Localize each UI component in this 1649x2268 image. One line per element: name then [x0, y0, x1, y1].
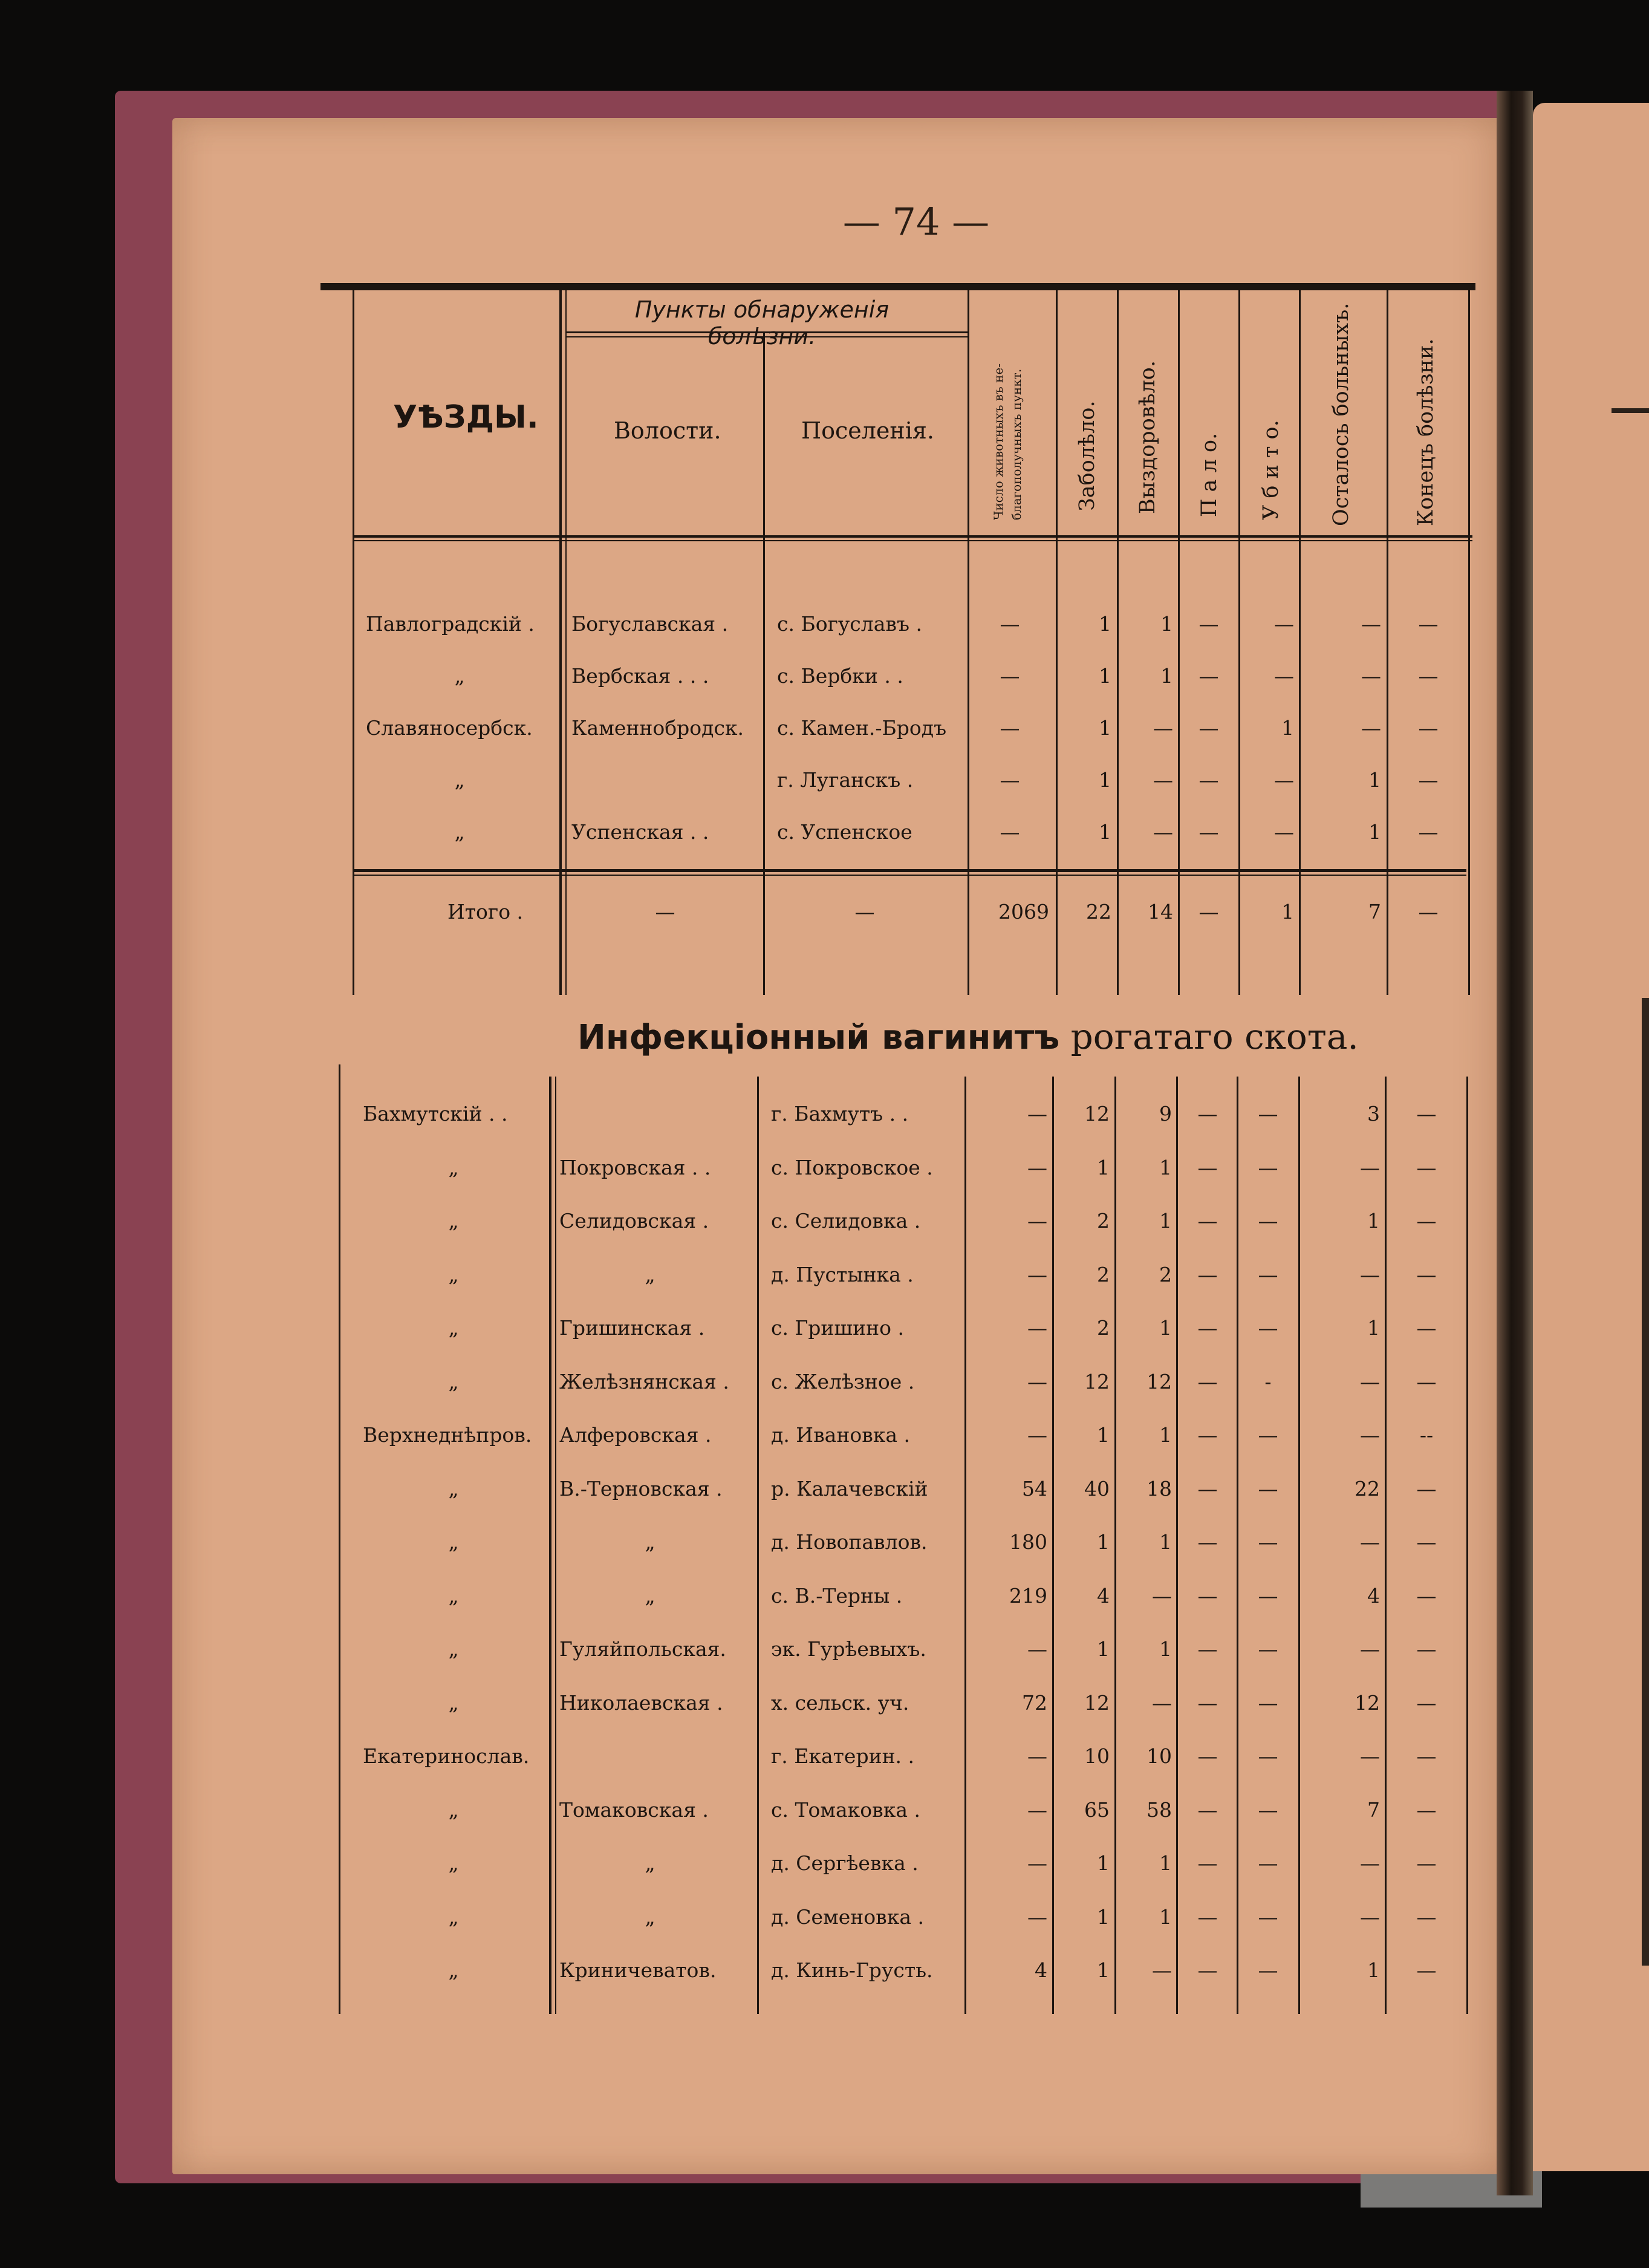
cell-konec: — — [1416, 1583, 1437, 1608]
cell-zab: 1 — [1097, 1637, 1110, 1661]
cell-ost: — — [1360, 1905, 1380, 1929]
cell-chislo: — — [1000, 820, 1020, 844]
cell-zab: 2 — [1097, 1262, 1110, 1286]
facing-page-line — [1642, 998, 1649, 1966]
col-line — [1466, 1077, 1468, 2014]
cell-uezd: Бахмутскій . . — [363, 1102, 508, 1126]
cell-vyz: — — [1153, 716, 1173, 740]
cell-volost: Гришинская . — [559, 1316, 705, 1340]
header-punkty: Пункты обнаруженія болѣзни. — [634, 296, 890, 350]
cell-ost: — — [1360, 1369, 1380, 1393]
cell-konec: — — [1418, 820, 1439, 844]
cell-chislo: — — [1000, 612, 1020, 636]
col-line — [549, 1077, 551, 2014]
cell-ubito: — — [1258, 1958, 1278, 1982]
cell-zab: 10 — [1084, 1744, 1110, 1768]
cell-volost: „ — [645, 1583, 655, 1608]
cell-poselenie: с. Томаковка . — [771, 1797, 921, 1822]
cell-palo: — — [1197, 1476, 1218, 1501]
cell-palo: — — [1197, 1958, 1218, 1982]
cell-chislo: 72 — [1022, 1690, 1047, 1715]
cell-zab: 1 — [1097, 1155, 1110, 1179]
cell-chislo: — — [1027, 1637, 1047, 1661]
cell-uezd: „ — [448, 1316, 459, 1340]
cell-poselenie: с. Гришино . — [771, 1316, 904, 1340]
cell-ubito: — — [1258, 1476, 1278, 1501]
cell-poselenie: г. Бахмутъ . . — [771, 1102, 909, 1126]
col-line — [353, 290, 354, 995]
cell-poselenie: д. Новопавлов. — [771, 1530, 928, 1554]
itogo-konec: — — [1418, 900, 1439, 924]
cell-zab: 2 — [1097, 1316, 1110, 1340]
cell-ubito: — — [1258, 1797, 1278, 1822]
cell-uezd: Екатеринослав. — [363, 1744, 530, 1768]
cell-zab: 1 — [1097, 1851, 1110, 1875]
cell-vyz: — — [1152, 1958, 1172, 1982]
cell-konec: — — [1416, 1369, 1437, 1393]
cell-chislo: — — [1027, 1155, 1047, 1179]
cell-ubito: — — [1258, 1690, 1278, 1715]
cell-poselenie: с. Желѣзное . — [771, 1369, 915, 1393]
cell-ost: 1 — [1368, 820, 1381, 844]
cell-poselenie: д. Семеновка . — [771, 1905, 924, 1929]
cell-vyz: 1 — [1159, 1851, 1172, 1875]
cell-chislo: — — [1027, 1851, 1047, 1875]
cell-ost: 7 — [1367, 1797, 1380, 1822]
cell-konec: — — [1416, 1476, 1437, 1501]
cell-poselenie: с. Успенское — [777, 820, 912, 844]
cell-konec: -- — [1419, 1423, 1434, 1447]
cell-volost: Вербская . . . — [571, 664, 709, 688]
cell-zab: 12 — [1084, 1369, 1110, 1393]
cell-konec: — — [1418, 612, 1439, 636]
col-line — [1117, 290, 1119, 995]
col-line — [339, 1064, 340, 2014]
cell-palo: — — [1197, 1851, 1218, 1875]
cell-palo: — — [1197, 1316, 1218, 1340]
cell-chislo: 4 — [1035, 1958, 1047, 1982]
cell-chislo: — — [1000, 716, 1020, 740]
cell-palo: — — [1197, 1209, 1218, 1233]
cell-uezd: „ — [448, 1905, 459, 1929]
cell-zab: 1 — [1097, 1958, 1110, 1982]
cell-konec: — — [1416, 1209, 1437, 1233]
cell-volost: „ — [645, 1262, 655, 1286]
cell-ubito: — — [1258, 1316, 1278, 1340]
cell-ost: 1 — [1367, 1316, 1380, 1340]
cell-uezd: „ — [448, 1690, 459, 1715]
cell-zab: 65 — [1084, 1797, 1110, 1822]
cell-uezd: „ — [448, 1262, 459, 1286]
cell-ubito: — — [1258, 1423, 1278, 1447]
cell-palo: — — [1199, 664, 1219, 688]
cell-ubito: — — [1258, 1530, 1278, 1554]
cell-zab: 1 — [1097, 1905, 1110, 1929]
header-ostalos: Осталось больныхъ. — [1329, 302, 1353, 526]
cell-vyz: 2 — [1159, 1262, 1172, 1286]
cell-zab: 4 — [1097, 1583, 1110, 1608]
col-line — [559, 290, 562, 995]
cell-ubito: — — [1258, 1262, 1278, 1286]
cell-poselenie: с. Покровское . — [771, 1155, 933, 1179]
cell-palo: — — [1197, 1637, 1218, 1661]
cell-konec: — — [1418, 716, 1439, 740]
header-konec: Конецъ болѣзни. — [1414, 338, 1438, 526]
cell-palo: — — [1197, 1369, 1218, 1393]
cell-chislo: — — [1027, 1797, 1047, 1822]
cell-zab: 40 — [1084, 1476, 1110, 1501]
cell-ost: — — [1360, 1637, 1380, 1661]
cell-vyz: — — [1152, 1690, 1172, 1715]
col-line — [1387, 290, 1388, 995]
header-bottom-rule — [354, 535, 1472, 538]
cell-zab: 1 — [1099, 768, 1111, 792]
cell-uezd: „ — [454, 820, 465, 844]
col-line — [1385, 1077, 1387, 2014]
cell-chislo: 180 — [1009, 1530, 1047, 1554]
cell-palo: — — [1197, 1423, 1218, 1447]
itogo-poselenie: — — [854, 900, 875, 924]
cell-ubito: — — [1274, 820, 1294, 844]
cell-ubito: — — [1258, 1102, 1278, 1126]
cell-vyz: 1 — [1159, 1637, 1172, 1661]
header-uezdy: УѢЗДЫ. — [393, 399, 539, 435]
col-line — [555, 1077, 556, 2014]
itogo-vyz: 14 — [1148, 900, 1173, 924]
cell-volost: Покровская . . — [559, 1155, 711, 1179]
cell-uezd: Славяносербск. — [366, 716, 533, 740]
cell-volost: Каменнобродск. — [571, 716, 744, 740]
cell-vyz: 1 — [1159, 1155, 1172, 1179]
cell-poselenie: д. Сергѣевка . — [771, 1851, 919, 1875]
cell-palo: — — [1197, 1102, 1218, 1126]
cell-poselenie: с. Селидовка . — [771, 1209, 921, 1233]
cell-volost: Николаевская . — [559, 1690, 723, 1715]
cell-vyz: 1 — [1159, 1209, 1172, 1233]
header-chislo-line2: благополучныхъ пункт. — [1009, 368, 1024, 520]
cell-uezd: „ — [448, 1851, 459, 1875]
cell-vyz: 9 — [1159, 1102, 1172, 1126]
cell-zab: 1 — [1097, 1423, 1110, 1447]
col-line — [964, 1077, 966, 2014]
cell-poselenie: эк. Гурѣевыхъ. — [771, 1637, 926, 1661]
cell-palo: — — [1197, 1690, 1218, 1715]
cell-ost: — — [1360, 1155, 1380, 1179]
cell-ubito: — — [1258, 1637, 1278, 1661]
col-line — [1468, 290, 1470, 995]
page-number: — 74 — — [842, 200, 990, 244]
cell-vyz: 1 — [1160, 664, 1173, 688]
col-line — [763, 333, 765, 995]
itogo-zab: 22 — [1086, 900, 1111, 924]
cell-poselenie: с. Вербки . . — [777, 664, 903, 688]
cell-vyz: 58 — [1146, 1797, 1172, 1822]
cell-ost: — — [1361, 716, 1381, 740]
cell-zab: 1 — [1099, 664, 1111, 688]
cell-vyz: — — [1153, 768, 1173, 792]
facing-page-rule — [1612, 408, 1649, 413]
cell-palo: — — [1199, 612, 1219, 636]
cell-uezd: „ — [448, 1530, 459, 1554]
cell-volost: Алферовская . — [559, 1423, 712, 1447]
cell-ost: — — [1360, 1423, 1380, 1447]
cell-ubito: — — [1258, 1209, 1278, 1233]
cell-chislo: — — [1027, 1744, 1047, 1768]
cell-ubito: — — [1274, 612, 1294, 636]
cell-chislo: — — [1027, 1102, 1047, 1126]
itogo-palo: — — [1199, 900, 1219, 924]
cell-poselenie: д. Кинь-Грусть. — [771, 1958, 933, 1982]
cell-uezd: „ — [448, 1637, 459, 1661]
cell-konec: — — [1416, 1797, 1437, 1822]
cell-ost: 12 — [1355, 1690, 1380, 1715]
cell-vyz: 1 — [1159, 1423, 1172, 1447]
cell-chislo: — — [1027, 1209, 1047, 1233]
cell-palo: — — [1197, 1905, 1218, 1929]
cell-palo: — — [1197, 1583, 1218, 1608]
cell-chislo: — — [1027, 1262, 1047, 1286]
cell-vyz: 1 — [1159, 1530, 1172, 1554]
header-zabolelo: Заболѣло. — [1075, 400, 1099, 511]
col-line — [1178, 290, 1180, 995]
cell-vyz: 1 — [1160, 612, 1173, 636]
cell-chislo: — — [1027, 1316, 1047, 1340]
cell-poselenie: х. сельск. уч. — [771, 1690, 909, 1715]
header-ubito: У б и т о. — [1259, 420, 1283, 520]
cell-volost: Успенская . . — [571, 820, 709, 844]
cell-uezd: „ — [454, 768, 465, 792]
cell-zab: 1 — [1099, 612, 1111, 636]
cell-ubito: — — [1274, 664, 1294, 688]
cell-ost: — — [1360, 1262, 1380, 1286]
col-line — [1237, 1077, 1238, 2014]
cell-ost: — — [1361, 664, 1381, 688]
cell-uezd: „ — [448, 1155, 459, 1179]
cell-poselenie: р. Калачевскій — [771, 1476, 928, 1501]
cell-zab: 1 — [1099, 716, 1111, 740]
cell-vyz: — — [1152, 1583, 1172, 1608]
cell-poselenie: с. В.-Терны . — [771, 1583, 903, 1608]
cell-ubito: — — [1258, 1744, 1278, 1768]
cell-vyz: 10 — [1146, 1744, 1172, 1768]
cell-uezd: „ — [448, 1583, 459, 1608]
cell-volost: В.-Терновская . — [559, 1476, 723, 1501]
cell-ost: — — [1360, 1530, 1380, 1554]
cell-konec: — — [1416, 1690, 1437, 1715]
cell-poselenie: г. Луганскъ . — [777, 768, 914, 792]
cell-konec: — — [1416, 1958, 1437, 1982]
cell-volost: Криничеватов. — [559, 1958, 717, 1982]
itogo-ubito: 1 — [1281, 900, 1294, 924]
cell-ubito: — — [1258, 1905, 1278, 1929]
section-title-bold: Инфекціонный вагинитъ — [577, 1018, 1060, 1057]
cell-chislo: 219 — [1009, 1583, 1047, 1608]
cell-vyz: 12 — [1146, 1369, 1172, 1393]
cell-konec: — — [1418, 664, 1439, 688]
cell-palo: — — [1197, 1744, 1218, 1768]
cell-konec: — — [1416, 1262, 1437, 1286]
col-line — [1238, 290, 1240, 995]
cell-poselenie: г. Екатерин. . — [771, 1744, 915, 1768]
cell-zab: 12 — [1084, 1690, 1110, 1715]
header-palo: П а л о. — [1197, 432, 1221, 517]
cell-volost: Гуляйпольская. — [559, 1637, 726, 1661]
cell-uezd: „ — [454, 664, 465, 688]
cell-volost: „ — [645, 1530, 655, 1554]
cell-poselenie: с. Камен.-Бродъ — [777, 716, 947, 740]
cell-palo: — — [1197, 1530, 1218, 1554]
header-vyzdorovelo: Выздоровѣло. — [1136, 360, 1160, 514]
cell-ubito: - — [1264, 1369, 1272, 1393]
facing-page-edge — [1533, 103, 1649, 2171]
cell-zab: 2 — [1097, 1209, 1110, 1233]
cell-uezd: „ — [448, 1797, 459, 1822]
cell-ubito: — — [1274, 768, 1294, 792]
cell-volost: Богуславская . — [571, 612, 729, 636]
cell-palo: — — [1199, 768, 1219, 792]
cell-vyz: 1 — [1159, 1905, 1172, 1929]
itogo-chislo: 2069 — [998, 900, 1049, 924]
cell-ubito: — — [1258, 1155, 1278, 1179]
cell-konec: — — [1416, 1744, 1437, 1768]
cell-konec: — — [1418, 768, 1439, 792]
col-line — [1052, 1077, 1054, 2014]
col-line — [1056, 290, 1058, 995]
cell-konec: — — [1416, 1102, 1437, 1126]
cell-volost: Томаковская . — [559, 1797, 709, 1822]
section-title-rest: рогатаго скота. — [1059, 1016, 1359, 1057]
cell-vyz: 1 — [1159, 1316, 1172, 1340]
section-title — [577, 1016, 1359, 1057]
cell-volost: „ — [645, 1851, 655, 1875]
cell-zab: 12 — [1084, 1102, 1110, 1126]
cell-chislo: — — [1027, 1423, 1047, 1447]
cell-palo: — — [1197, 1262, 1218, 1286]
cell-uezd: „ — [448, 1958, 459, 1982]
cell-ost: 1 — [1367, 1209, 1380, 1233]
cell-ubito: — — [1258, 1851, 1278, 1875]
cell-chislo: — — [1000, 664, 1020, 688]
cell-ost: 1 — [1367, 1958, 1380, 1982]
cell-ubito: — — [1258, 1583, 1278, 1608]
header-chislo-line1: Число животныхъ въ не- — [991, 363, 1006, 520]
cell-vyz: — — [1153, 820, 1173, 844]
col-line — [757, 1077, 759, 2014]
cell-ost: — — [1360, 1851, 1380, 1875]
cell-volost: Желѣзнянская . — [559, 1369, 729, 1393]
cell-ubito: 1 — [1281, 716, 1294, 740]
header-volosti: Волости. — [614, 417, 721, 444]
cell-konec: — — [1416, 1155, 1437, 1179]
cell-ost: — — [1360, 1744, 1380, 1768]
cell-konec: — — [1416, 1905, 1437, 1929]
cell-konec: — — [1416, 1637, 1437, 1661]
cell-konec: — — [1416, 1530, 1437, 1554]
itogo-ost: 7 — [1368, 900, 1381, 924]
cell-konec: — — [1416, 1316, 1437, 1340]
cell-chislo: — — [1000, 768, 1020, 792]
cell-zab: 1 — [1099, 820, 1111, 844]
col-line — [1114, 1077, 1116, 2014]
cell-ost: 1 — [1368, 768, 1381, 792]
cell-uezd: Павлоградскій . — [366, 612, 535, 636]
itogo-volost: — — [655, 900, 675, 924]
cell-palo: — — [1199, 716, 1219, 740]
top-rule — [320, 283, 1475, 290]
col-line — [1299, 290, 1301, 995]
cell-chislo: — — [1027, 1905, 1047, 1929]
cell-zab: 1 — [1097, 1530, 1110, 1554]
cell-ost: — — [1361, 612, 1381, 636]
cell-palo: — — [1199, 820, 1219, 844]
cell-ost: 4 — [1367, 1583, 1380, 1608]
header-poseleniya: Поселенія. — [801, 417, 934, 444]
cell-uezd: „ — [448, 1476, 459, 1501]
cell-uezd: Верхнеднѣпров. — [363, 1423, 532, 1447]
col-line — [565, 290, 567, 995]
header-bottom-rule-2 — [354, 540, 1472, 541]
col-line — [968, 290, 969, 995]
cell-volost: Селидовская . — [559, 1209, 709, 1233]
cell-poselenie: д. Ивановка . — [771, 1423, 911, 1447]
col-line — [1176, 1077, 1178, 2014]
cell-poselenie: с. Богуславъ . — [777, 612, 922, 636]
cell-konec: — — [1416, 1851, 1437, 1875]
book-gutter — [1497, 91, 1533, 2195]
cell-ost: 3 — [1367, 1102, 1380, 1126]
cell-poselenie: д. Пустынка . — [771, 1262, 914, 1286]
cell-vyz: 18 — [1146, 1476, 1172, 1501]
cell-uezd: „ — [448, 1209, 459, 1233]
itogo-label: Итого . — [447, 900, 524, 924]
cell-palo: — — [1197, 1155, 1218, 1179]
cell-palo: — — [1197, 1797, 1218, 1822]
cell-volost: „ — [645, 1905, 655, 1929]
cell-chislo: 54 — [1022, 1476, 1047, 1501]
cell-uezd: „ — [448, 1369, 459, 1393]
cell-chislo: — — [1027, 1369, 1047, 1393]
cell-ost: 22 — [1355, 1476, 1380, 1501]
